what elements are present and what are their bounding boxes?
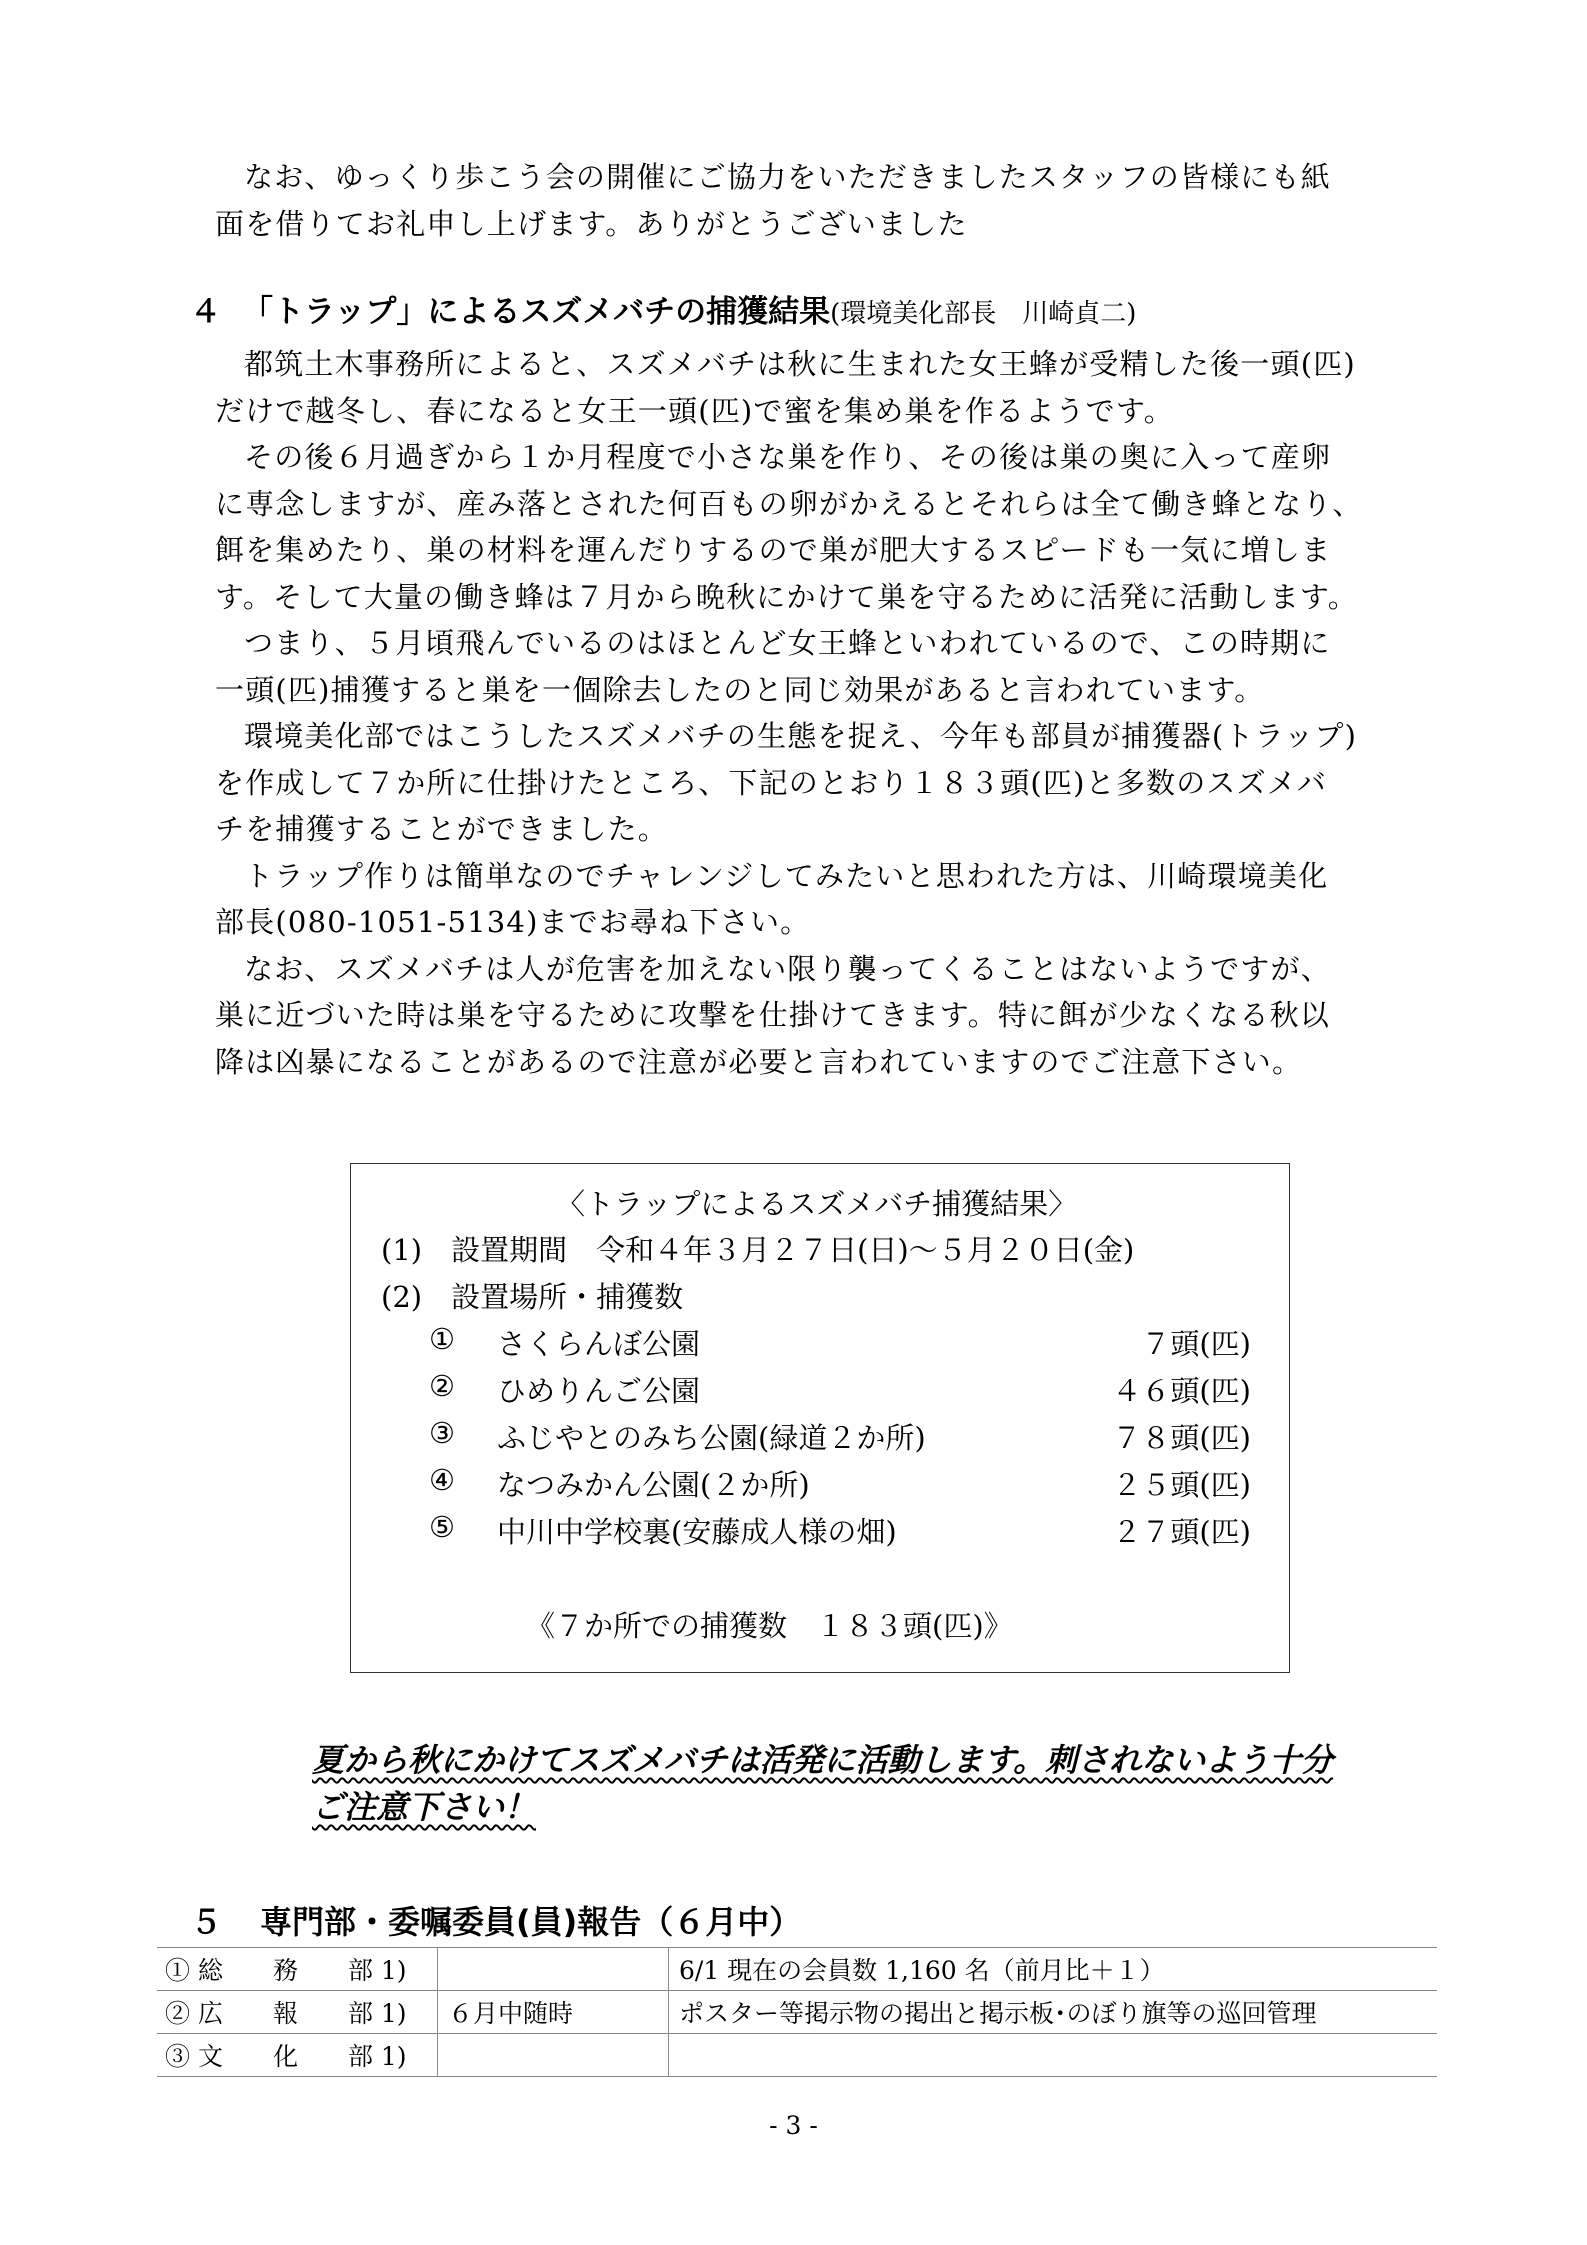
results-total: 《７か所での捕獲数 １８３頭(匹)》 bbox=[526, 1609, 1013, 1643]
section-5-number: ５ bbox=[190, 1903, 223, 1941]
place-count: ２７頭(匹) bbox=[1112, 1515, 1251, 1549]
section-4-heading bbox=[190, 290, 1430, 336]
place-mark: ④ bbox=[429, 1463, 455, 1497]
detail-cell: ポスター等掲示物の掲出と掲示板･のぼり旗等の巡回管理 bbox=[669, 1991, 1438, 2034]
place-name: ふじやとのみち公園(緑道２か所) bbox=[497, 1421, 926, 1455]
warning-line-1: 夏から秋にかけてスズメバチは活発に活動します。刺されないよう十分 bbox=[312, 1741, 1334, 1779]
body-line: を作成して７か所に仕掛けたところ、下記のとおり１８３頭(匹)と多数のスズメバ bbox=[215, 765, 1327, 800]
date-cell bbox=[438, 1948, 669, 1991]
table-row bbox=[157, 1991, 1437, 2034]
place-mark: ⑤ bbox=[429, 1510, 455, 1544]
trap-results-box bbox=[350, 1163, 1290, 1673]
section-5-title: 専門部・委嘱委員(員)報告（６月中） bbox=[260, 1903, 802, 1941]
place-count: ７８頭(匹) bbox=[1112, 1421, 1251, 1455]
body-line: す。そして大量の働き蜂は７月から晩秋にかけて巣を守るために活発に活動します。 bbox=[215, 579, 1358, 614]
intro-line-1: なお、ゆっくり歩こう会の開催にご協力をいただきましたスタッフの皆様にも紙 bbox=[244, 160, 1331, 194]
dept-label: ① 総 務 部 1) bbox=[165, 1956, 407, 1985]
period-label: (1) 設置期間 令和４年３月２７日(日)～５月２０日(金) bbox=[381, 1233, 1135, 1267]
place-name: 中川中学校裏(安藤成人様の畑) bbox=[497, 1515, 897, 1549]
place-count: ４６頭(匹) bbox=[1112, 1374, 1251, 1408]
body-line: 一頭(匹)捕獲すると巣を一個除去したのと同じ効果があると言われています。 bbox=[215, 672, 1265, 707]
place-name: さくらんぼ公園 bbox=[497, 1327, 701, 1361]
section-4-title: 「トラップ」によるスズメバチの捕獲結果 bbox=[242, 294, 831, 330]
place-name: ひめりんご公園 bbox=[497, 1374, 701, 1408]
detail-cell: 6/1 現在の会員数 1,160 名（前月比＋１） bbox=[669, 1948, 1438, 1991]
body-line: 降は凶暴になることがあるので注意が必要と言われていますのでご注意下さい。 bbox=[215, 1044, 1303, 1079]
body-line: 環境美化部ではこうしたスズメバチの生態を捉え、今年も部員が捕獲器(トラップ) bbox=[244, 719, 1358, 753]
dept-label: ③ 文 化 部 1) bbox=[165, 2042, 407, 2071]
body-line: に専念しますが、産み落とされた何百もの卵がかえるとそれらは全て働き蜂となり、 bbox=[215, 486, 1363, 521]
date-cell bbox=[438, 2034, 669, 2077]
body-line: チを捕獲することができました。 bbox=[215, 812, 669, 846]
places-label: (2) 設置場所・捕獲数 bbox=[381, 1280, 684, 1314]
place-mark: ① bbox=[429, 1322, 455, 1356]
section-5-heading bbox=[190, 1900, 801, 1944]
dept-label: ② 広 報 部 1) bbox=[165, 1999, 407, 2028]
body-line: つまり、５月頃飛んでいるのはほとんど女王蜂といわれているので、この時期に bbox=[244, 626, 1331, 660]
dept-cell bbox=[157, 2034, 438, 2077]
results-title: 〈トラップによるスズメバチ捕獲結果〉 bbox=[556, 1187, 1078, 1221]
body-line: 都筑土木事務所によると、スズメバチは秋に生まれた女王蜂が受精した後一頭(匹) bbox=[244, 347, 1356, 381]
body-line: だけで越冬し、春になると女王一頭(匹)で蜜を集め巣を作るようです。 bbox=[215, 393, 1174, 428]
section-4-attribution: (環境美化部長 川崎貞二) bbox=[830, 299, 1137, 329]
place-mark: ③ bbox=[429, 1416, 455, 1450]
intro-paragraph bbox=[215, 154, 1445, 247]
place-mark: ② bbox=[429, 1369, 455, 1403]
body-line: トラップ作りは簡単なのでチャレンジしてみたいと思われた方は、川崎環境美化 bbox=[244, 858, 1329, 893]
page-number: - 3 - bbox=[769, 2111, 818, 2140]
intro-line-2: 面を借りてお礼申し上げます。ありがとうございました bbox=[215, 206, 968, 241]
warning-line-2: ご注意下さい！ bbox=[312, 1788, 537, 1826]
body-line: 餌を集めたり、巣の材料を運んだりするので巣が肥大するスピードも一気に増しま bbox=[215, 533, 1332, 567]
dept-cell bbox=[157, 1948, 438, 1991]
place-count: ７頭(匹) bbox=[1141, 1327, 1251, 1361]
place-count: ２５頭(匹) bbox=[1112, 1468, 1251, 1502]
body-line: 巣に近づいた時は巣を守るために攻撃を仕掛けてきます。特に餌が少なくなる秋以 bbox=[215, 998, 1331, 1032]
table-row bbox=[157, 1948, 1437, 1991]
warning-note bbox=[312, 1737, 1392, 1831]
report-table bbox=[157, 1947, 1437, 2077]
body-line: その後６月過ぎから１か月程度で小さな巣を作り、その後は巣の奥に入って産卵 bbox=[244, 440, 1332, 474]
dept-cell bbox=[157, 1991, 438, 2034]
place-name: なつみかん公園(２か所) bbox=[497, 1468, 810, 1502]
table-row bbox=[157, 2034, 1437, 2077]
section-4-number: ４ bbox=[190, 294, 221, 330]
section-4-body bbox=[215, 341, 1445, 1085]
body-line: なお、スズメバチは人が危害を加えない限り襲ってくることはないようですが、 bbox=[244, 951, 1331, 986]
detail-cell bbox=[669, 2034, 1438, 2077]
body-line: 部長(080-1051-5134)までお尋ね下さい。 bbox=[215, 905, 811, 939]
date-cell: ６月中随時 bbox=[438, 1991, 669, 2034]
